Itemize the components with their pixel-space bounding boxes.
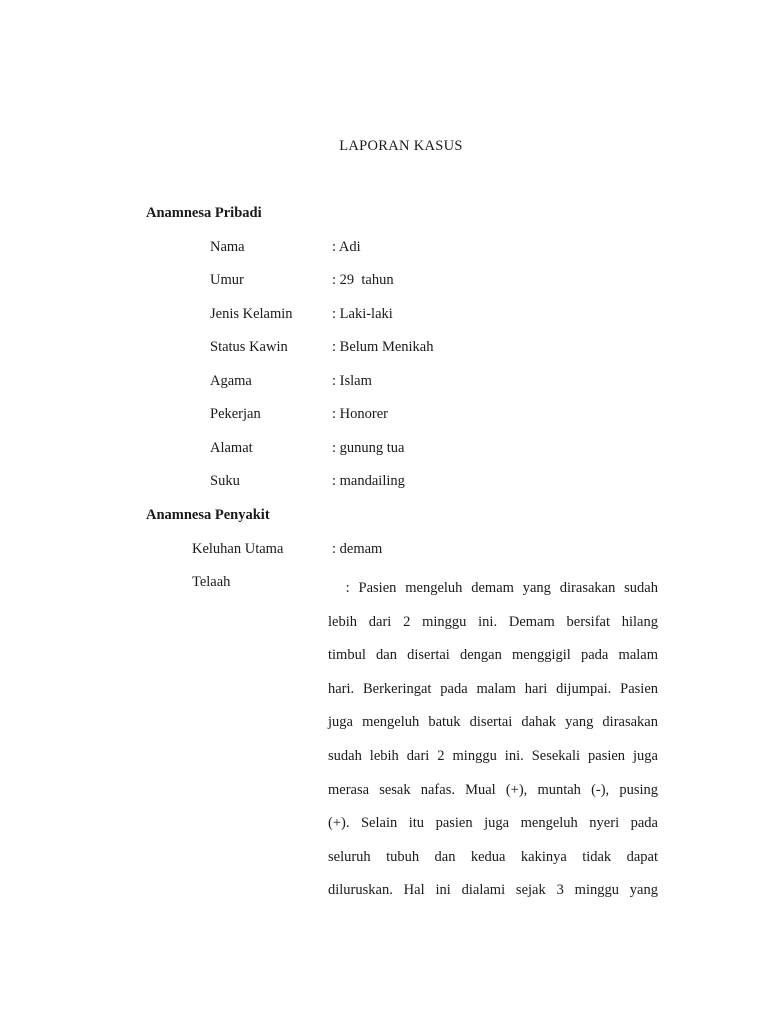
field-label-alamat: Alamat: [210, 440, 253, 456]
chief-complaint-value: : demam: [332, 541, 383, 557]
field-value-status-kawin: : Belum Menikah: [332, 339, 434, 355]
chief-complaint-label: Keluhan Utama: [192, 541, 284, 557]
review-label: Telaah: [192, 574, 231, 590]
field-value-agama: : Islam: [332, 373, 372, 389]
field-value-alamat: : gunung tua: [332, 440, 405, 456]
review-line: diluruskan. Hal ini dialami sejak 3 minggu yang: [328, 882, 658, 899]
review-line: (+). Selain itu pasien juga mengeluh nyeri pada: [328, 815, 658, 832]
field-label-jenis-kelamin: Jenis Kelamin: [210, 306, 293, 322]
review-line: hari. Berkeringat pada malam hari dijumpai. Pasien: [328, 680, 658, 697]
review-line: sudah lebih dari 2 minggu ini. Sesekali pasien juga: [328, 747, 658, 764]
field-value-suku: : mandailing: [332, 473, 405, 489]
field-value-pekerjan: : Honorer: [332, 406, 388, 422]
field-label-agama: Agama: [210, 373, 252, 389]
field-label-nama: Nama: [210, 239, 245, 255]
field-value-jenis-kelamin: : Laki-laki: [332, 306, 393, 322]
review-line: seluruh tubuh dan kedua kakinya tidak dapat: [328, 848, 658, 865]
field-label-pekerjan: Pekerjan: [210, 406, 261, 422]
field-label-suku: Suku: [210, 473, 240, 489]
document-title: LAPORAN KASUS: [339, 138, 463, 154]
review-line: lebih dari 2 minggu ini. Demam bersifat hilang: [328, 613, 658, 630]
review-line: juga mengeluh batuk disertai dahak yang dirasakan: [328, 714, 658, 731]
review-line: timbul dan disertai dengan menggigil pada malam: [328, 647, 658, 664]
field-label-umur: Umur: [210, 272, 244, 288]
review-line: : Pasien mengeluh demam yang dirasakan sudah: [328, 580, 658, 596]
review-paragraph: [328, 572, 658, 908]
illness-history-heading: Anamnesa Penyakit: [146, 507, 270, 523]
review-line: merasa sesak nafas. Mual (+), muntah (-), pusing: [328, 781, 658, 798]
field-value-umur: : 29 tahun: [332, 272, 394, 288]
field-value-nama: : Adi: [332, 239, 361, 255]
personal-history-heading: Anamnesa Pribadi: [146, 205, 262, 221]
field-label-status-kawin: Status Kawin: [210, 339, 288, 355]
